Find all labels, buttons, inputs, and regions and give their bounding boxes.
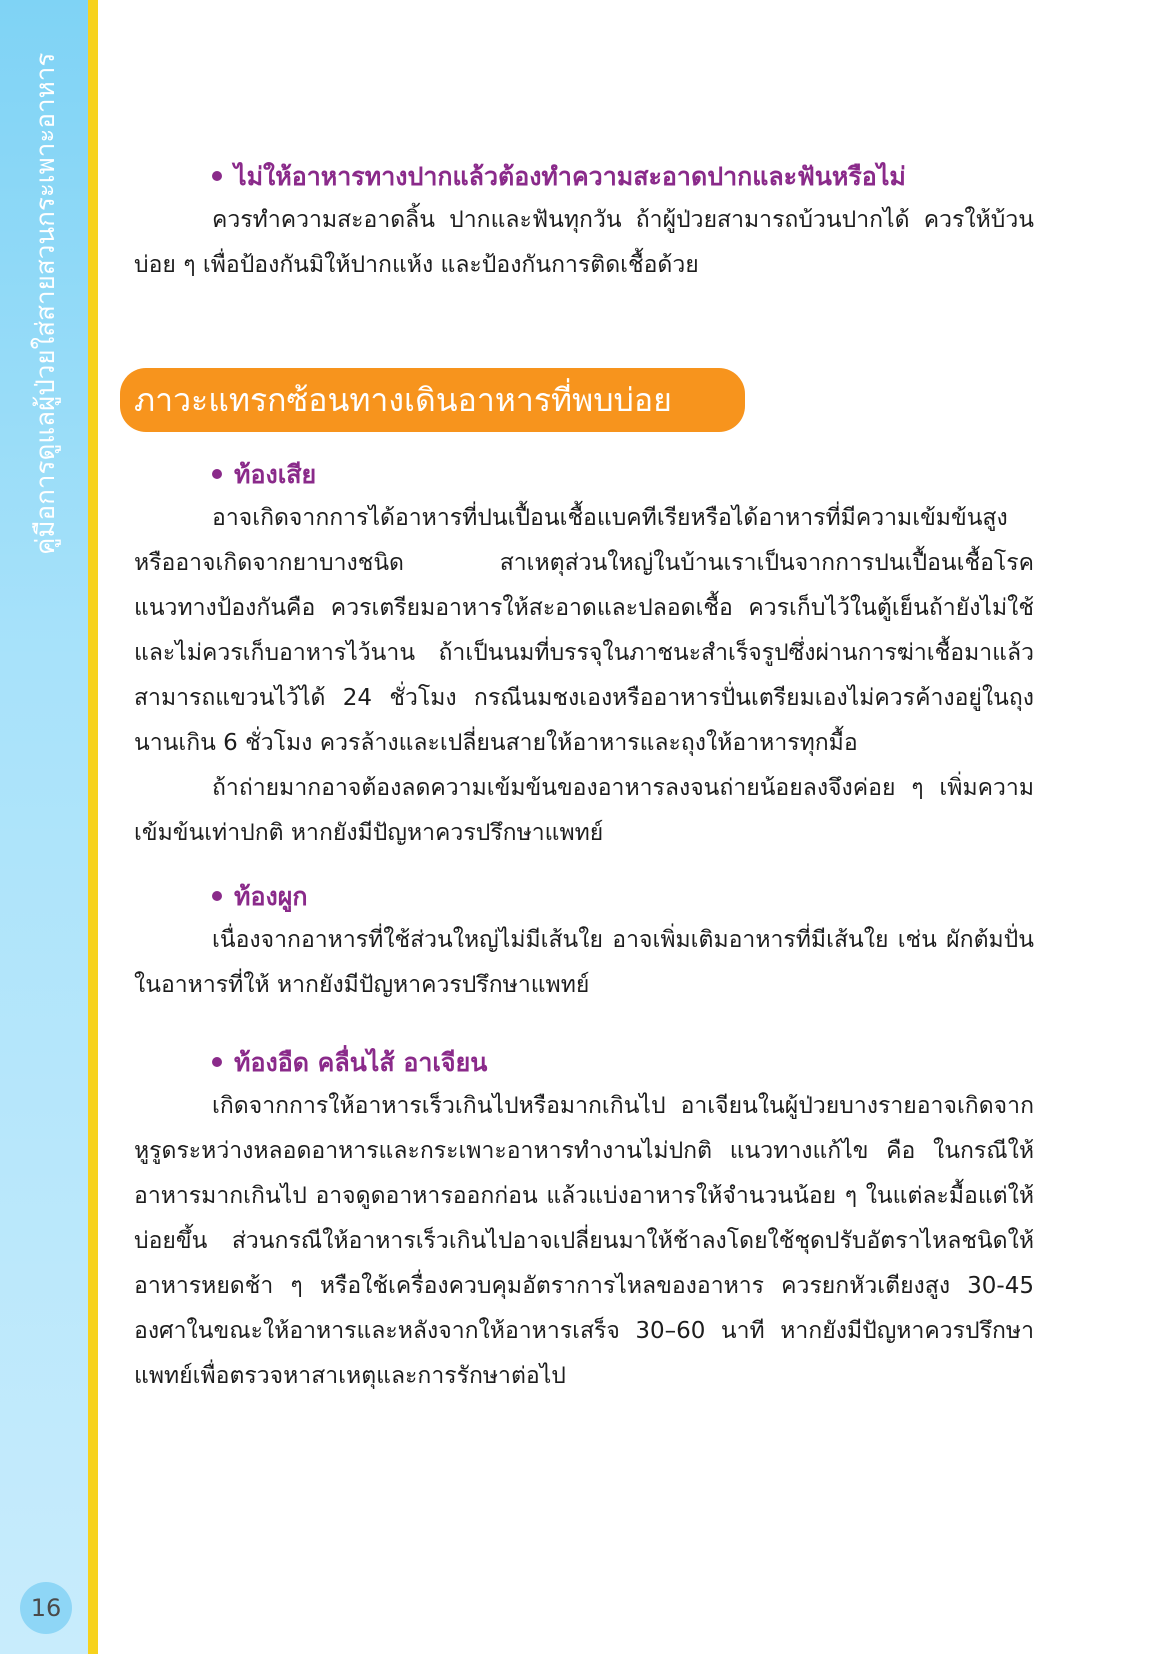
- bullet-icon: [212, 171, 222, 181]
- heading-text: ท้องอืด คลื่นไส้ อาเจียน: [234, 1048, 488, 1077]
- sidebar-title: คู่มือการดูแลผู้ป่วยใส่สายสวนกระเพาะอาหาร: [31, 52, 61, 555]
- paragraph-diarrhea-2: ถ้าถ่ายมากอาจต้องลดความเข้มข้นของอาหารลงจนถ่ายน้อยลงจึงค่อย ๆ เพิ่มความเข้มข้นเท่าปกติ หากยังมีปัญหาควรปรึกษาแพทย์: [134, 775, 1034, 846]
- heading-text: ไม่ให้อาหารทางปากแล้วต้องทำความสะอาดปากและฟันหรือไม่: [234, 162, 906, 191]
- banner-title: ภาวะแทรกซ้อนทางเดินอาหารที่พบบ่อย: [134, 381, 672, 419]
- paragraph-constipation: เนื่องจากอาหารที่ใช้ส่วนใหญ่ไม่มีเส้นใย อาจเพิ่มเติมอาหารที่มีเส้นใย เช่น ผักต้มปั่นในอาหารที่ให้ หากยังมีปัญหาควรปรึกษาแพทย์: [134, 927, 1034, 998]
- paragraph-diarrhea-1: อาจเกิดจากการได้อาหารที่ปนเปื้อนเชื้อแบคทีเรียหรือได้อาหารที่มีความเข้มข้นสูงหรืออาจเกิดจากยาบางชนิด สาเหตุส่วนใหญ่ในบ้านเราเป็นจากการปนเปื้อนเชื้อโรค แนวทางป้องกันคือ ควรเตรียมอาหารให้สะอาดและปลอดเชื้อ ควรเก็บไว้ในตู้เย็นถ้ายังไม่ใช้และไม่ควรเก็บอาหารไว้นาน ถ้าเป็นนมที่บรรจุในภาชนะสำเร็จรูปซึ่งผ่านการฆ่าเชื้อมาแล้วสามารถแขวนไว้ได้ 24 ชั่วโมง กรณีนมชงเองหรืออาหารปั่นเตรียมเองไม่ควรค้างอยู่ในถุงนานเกิน 6 ชั่วโมง ควรล้างและเปลี่ยนสายให้อาหารและถุงให้อาหารทุกมื้อ: [134, 505, 1034, 756]
- bullet-icon: [212, 469, 222, 479]
- bullet-icon: [212, 891, 222, 901]
- paragraph-bloating: เกิดจากการให้อาหารเร็วเกินไปหรือมากเกินไป อาเจียนในผู้ป่วยบางรายอาจเกิดจากหูรูดระหว่างหลอดอาหารและกระเพาะอาหารทำงานไม่ปกติ แนวทางแก้ไข คือ ในกรณีให้อาหารมากเกินไป อาจดูดอาหารออกก่อน แล้วแบ่งอาหารให้จำนวนน้อย ๆ ในแต่ละมื้อแต่ให้บ่อยขึ้น ส่วนกรณีให้อาหารเร็วเกินไปอาจเปลี่ยนมาให้ช้าลงโดยใช้ชุดปรับอัตราไหลชนิดให้อาหารหยดช้า ๆ หรือใช้เครื่องควบคุมอัตราการไหลของอาหาร ควรยกหัวเตียงสูง 30-45 องศาในขณะให้อาหารและหลังจากให้อาหารเสร็จ 30–60 นาที หากยังมีปัญหาควรปรึกษาแพทย์เพื่อตรวจหาสาเหตุและการรักษาต่อไป: [134, 1093, 1034, 1389]
- section-banner: [120, 368, 745, 432]
- heading-bloating-nausea-vomiting: [212, 1044, 487, 1082]
- heading-diarrhea: [212, 456, 316, 494]
- heading-text: ท้องเสีย: [234, 460, 317, 489]
- section-heading-oral-care: [212, 158, 906, 196]
- heading-text: ท้องผูก: [234, 882, 308, 911]
- paragraph-oral-care: ควรทำความสะอาดลิ้น ปากและฟันทุกวัน ถ้าผู้ป่วยสามารถบ้วนปากได้ ควรให้บ้วนบ่อย ๆ เพื่อป้องกันมิให้ปากแห้ง และป้องกันการติดเชื้อด้วย: [134, 207, 1034, 278]
- side-stripe: [88, 0, 98, 1654]
- heading-constipation: [212, 878, 308, 916]
- bullet-icon: [212, 1057, 222, 1067]
- page-number: 16: [20, 1582, 72, 1634]
